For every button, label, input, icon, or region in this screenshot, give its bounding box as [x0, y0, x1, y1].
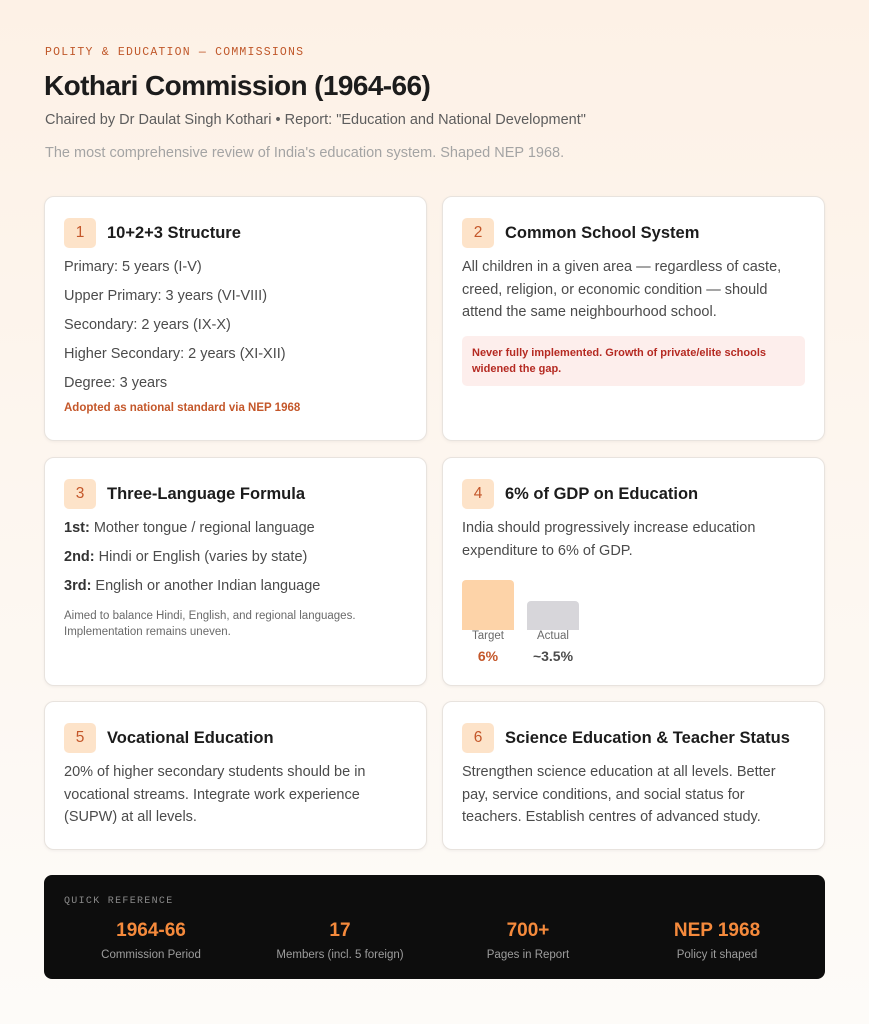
card-title: Vocational Education — [107, 728, 274, 747]
structure-line-higher-secondary: Higher Secondary: 2 years (XI-XII) — [64, 346, 286, 362]
card-number-badge: 2 — [462, 218, 494, 248]
card-gdp — [442, 457, 825, 686]
gdp-bar-actual — [527, 601, 579, 630]
language-item-value: Hindi or English (varies by state) — [94, 549, 308, 565]
card-title: Science Education & Teacher Status — [505, 728, 790, 747]
language-item-second — [64, 546, 407, 575]
structure-line-degree: Degree: 3 years — [64, 375, 168, 391]
stat-pages — [428, 920, 628, 961]
card-title: Three-Language Formula — [107, 484, 306, 503]
card-number-badge: 6 — [462, 723, 494, 753]
stat-policy — [617, 920, 817, 961]
stat-value: 700+ — [506, 920, 550, 941]
gdp-bar-target-label: Target — [472, 630, 504, 642]
card-three-language — [44, 457, 427, 686]
card-title: 6% of GDP on Education — [505, 484, 699, 503]
card-number-badge: 4 — [462, 479, 494, 509]
card-science-teachers — [442, 701, 825, 850]
card-number-badge: 3 — [64, 479, 96, 509]
language-item-key: 3rd: — [64, 578, 92, 594]
page-subtitle: Chaired by Dr Daulat Singh Kothari • Report: "Education and National Development" — [45, 112, 586, 128]
structure-line-upper-primary: Upper Primary: 3 years (VI-VIII) — [64, 288, 268, 304]
page-title: Kothari Commission (1964-66) — [44, 70, 431, 101]
page-intro: The most comprehensive review of India's education system. Shaped NEP 1968. — [45, 145, 565, 161]
gdp-description: India should progressively increase education expenditure to 6% of GDP. — [462, 520, 756, 559]
vocational-description: 20% of higher secondary students should be in vocational streams. Integrate work experience (SUPW) at all levels. — [64, 764, 366, 825]
stat-label: Pages in Report — [486, 949, 570, 961]
card-structure — [44, 196, 427, 441]
structure-line-secondary: Secondary: 2 years (IX-X) — [64, 317, 231, 333]
card-header — [64, 218, 407, 248]
language-item-third — [64, 575, 407, 604]
language-item-first — [64, 517, 407, 546]
gdp-bar-actual-label: Actual — [537, 630, 569, 642]
quick-reference-panel — [44, 875, 825, 979]
stat-members — [240, 920, 440, 961]
gdp-bar-target-value: 6% — [477, 648, 499, 664]
stat-label: Policy it shaped — [676, 949, 758, 961]
card-number-badge: 1 — [64, 218, 96, 248]
stat-label: Members (incl. 5 foreign) — [276, 949, 404, 961]
card-header — [462, 479, 805, 509]
card-header — [462, 218, 805, 248]
eyebrow-label: POLITY & EDUCATION — COMMISSIONS — [45, 46, 305, 59]
common-school-alert: Never fully implemented. Growth of private/elite schools widened the gap. — [462, 336, 805, 386]
gdp-bar-target — [462, 580, 514, 630]
gdp-bar-comparison — [462, 574, 602, 670]
card-number-badge: 5 — [64, 723, 96, 753]
card-header — [462, 723, 805, 753]
language-item-key: 2nd: — [64, 549, 95, 565]
card-vocational — [44, 701, 427, 850]
card-header — [64, 723, 407, 753]
language-item-key: 1st: — [64, 520, 90, 536]
stat-value: 17 — [329, 920, 351, 941]
gdp-bar-actual-value: ~3.5% — [532, 648, 574, 664]
stat-label: Commission Period — [101, 949, 201, 961]
language-item-value: Mother tongue / regional language — [89, 520, 315, 536]
science-description: Strengthen science education at all levels. Better pay, service conditions, and social status for teachers. Establish centres of advanced study. — [462, 764, 776, 825]
quick-reference-label: QUICK REFERENCE — [64, 896, 174, 907]
card-header — [64, 479, 407, 509]
stat-value: NEP 1968 — [673, 920, 761, 941]
language-note: Aimed to balance Hindi, English, and regional languages. Implementation remains uneven. — [64, 610, 356, 638]
language-item-value: English or another Indian language — [91, 578, 321, 594]
stat-commission-period — [51, 920, 251, 961]
structure-line-primary: Primary: 5 years (I-V) — [64, 259, 202, 275]
card-title: Common School System — [505, 223, 700, 242]
card-common-school — [442, 196, 825, 441]
common-school-description: All children in a given area — regardless of caste, creed, religion, or economic condition — should attend the same neighbourhood school. — [462, 259, 782, 320]
card-title: 10+2+3 Structure — [107, 223, 241, 242]
stat-value: 1964-66 — [116, 920, 186, 941]
structure-note: Adopted as national standard via NEP 1968 — [64, 402, 301, 414]
